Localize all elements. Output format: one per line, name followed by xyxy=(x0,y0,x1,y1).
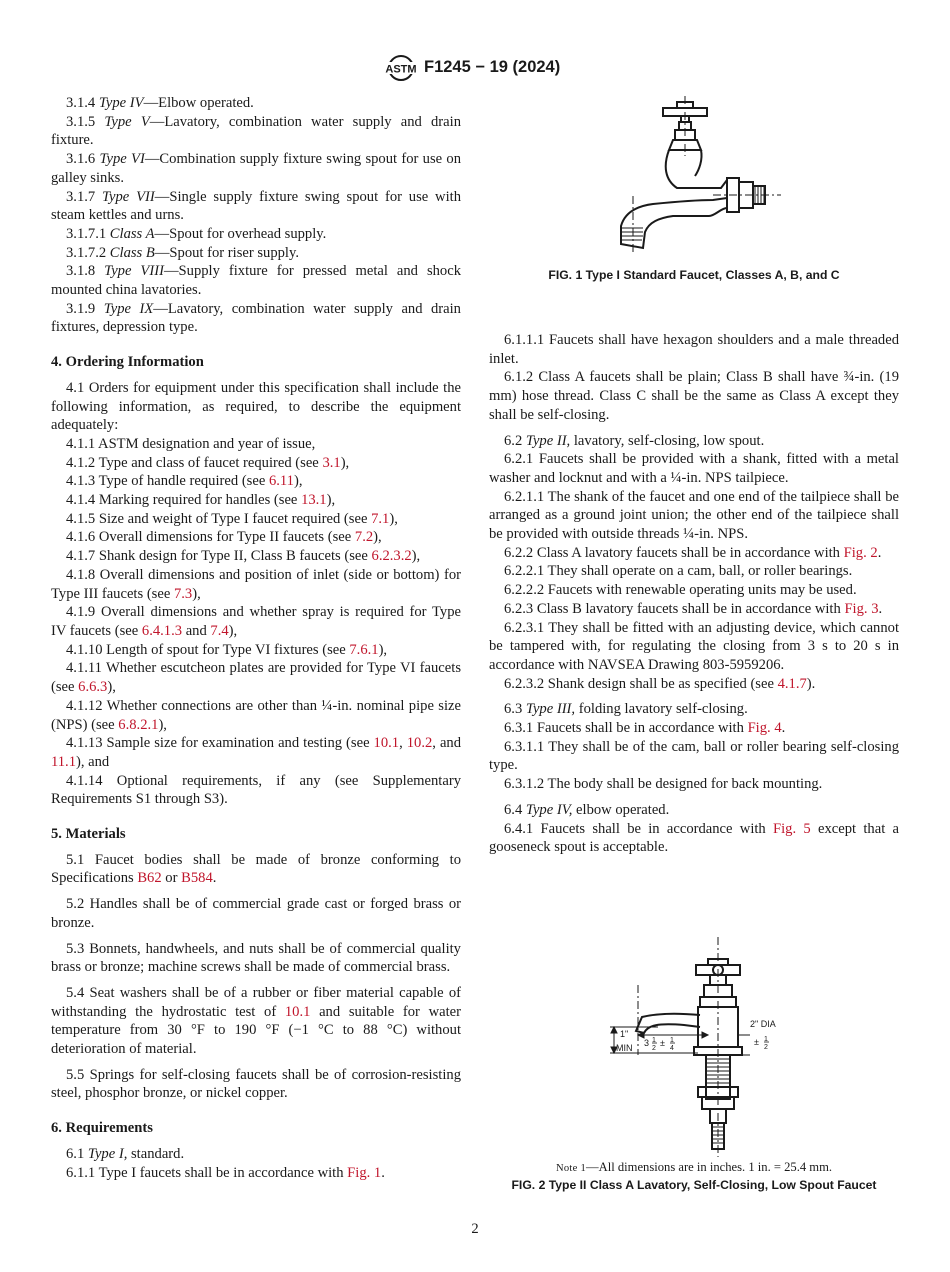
paragraph-number: 4.1.4 xyxy=(66,492,96,509)
paragraph-number: 6.2.3.2 xyxy=(504,675,545,692)
svg-text:4: 4 xyxy=(670,1045,674,1052)
paragraph-number: 4.1.13 xyxy=(66,735,103,752)
fig2-min-label: MIN xyxy=(616,1043,633,1053)
paragraph-text: Faucets with renewable operating units may be used. xyxy=(547,582,857,599)
paragraph-4-1-13 xyxy=(51,734,461,771)
cross-reference-link[interactable]: 7.2 xyxy=(354,529,374,546)
paragraph-number: 5.1 xyxy=(66,851,85,868)
paragraph-3-1-7-1 xyxy=(51,225,461,244)
paragraph-text: —Lavatory, combination water supply and drain fixtures, depression type. xyxy=(51,300,461,336)
paragraph-text: Faucets shall be in accordance with xyxy=(536,720,748,737)
paragraph-6-2-2-1 xyxy=(489,562,899,581)
paragraph-number: 6.2.2.2 xyxy=(504,582,545,599)
paragraph-3-1-8 xyxy=(51,262,461,299)
fig2-min-value: 1" xyxy=(620,1029,629,1039)
paragraph-term: Type IX xyxy=(103,300,154,317)
paragraph-6-2-2-2 xyxy=(489,581,899,600)
paragraph-6-2-3 xyxy=(489,600,899,619)
paragraph-text: . xyxy=(877,544,882,561)
paragraph-number: 6.2.1.1 xyxy=(504,488,545,505)
svg-text:ASTM: ASTM xyxy=(385,63,417,76)
cross-reference-link[interactable]: 6.8.2.1 xyxy=(118,716,159,733)
paragraph-text: Length of spout for Type VI fixtures (see xyxy=(106,641,350,658)
cross-reference-link[interactable]: 6.4.1.3 xyxy=(141,622,183,639)
paragraph-text: Class A lavatory faucets shall be in accordance with xyxy=(536,544,844,561)
paragraph-text: Seat washers shall be of a rubber or fiber material capable of withstanding the hydrostatic test of xyxy=(51,984,461,1020)
paragraph-6-1 xyxy=(51,1145,461,1164)
cross-reference-link[interactable]: 7.6.1 xyxy=(349,641,379,658)
paragraph-6-3-1-1 xyxy=(489,738,899,775)
paragraph-text: —Single supply fixture swing spout for use with steam kettles and urns. xyxy=(51,188,461,224)
svg-text:2: 2 xyxy=(652,1045,656,1052)
cross-reference-link[interactable]: 7.1 xyxy=(371,510,390,527)
cross-reference-link[interactable]: Fig. 3 xyxy=(844,600,879,617)
paragraph-text: ), xyxy=(411,548,421,565)
paragraph-5-3 xyxy=(51,940,461,977)
fig2-caption: FIG. 2 Type II Class A Lavatory, Self-Closing, Low Spout Faucet xyxy=(511,1178,877,1192)
paragraph-number: 6.1.2 xyxy=(504,369,534,386)
paragraph-number: 6.1.1 xyxy=(66,1164,96,1181)
paragraph-number: 5.5 xyxy=(66,1066,85,1083)
fig2-note xyxy=(489,1160,899,1175)
paragraph-text: ), xyxy=(389,510,398,527)
paragraph-text: and xyxy=(182,622,211,639)
paragraph-4-1 xyxy=(51,379,461,435)
paragraph-number: 6.2.3.1 xyxy=(504,619,545,636)
paragraph-5-4 xyxy=(51,984,461,1059)
paragraph-4-1-7 xyxy=(51,547,461,566)
paragraph-number: 4.1.8 xyxy=(66,566,96,583)
section-heading: 4. Ordering Information xyxy=(51,354,204,371)
paragraph-text: —Spout for riser supply. xyxy=(154,244,299,261)
cross-reference-link[interactable]: Fig. 4 xyxy=(747,720,782,737)
fig1-faucet-drawing xyxy=(603,96,783,256)
paragraph-text: ). xyxy=(806,675,816,692)
paragraph-6-4 xyxy=(489,801,899,820)
svg-text:1: 1 xyxy=(652,1037,656,1044)
left-column xyxy=(51,94,461,1182)
fig2-diameter-value: 2" DIA xyxy=(750,1019,776,1029)
paragraph-text: Springs for self-closing faucets shall be of corrosion-resisting steel, phosphor bronze, or nickel copper. xyxy=(51,1066,461,1102)
paragraph-text: standard. xyxy=(127,1145,185,1162)
cross-reference-link[interactable]: 6.11 xyxy=(268,473,294,490)
paragraph-term: Type VI xyxy=(99,151,145,168)
fig2-note-text: —All dimensions are in inches. 1 in. = 25.4 mm. xyxy=(586,1160,833,1174)
paragraph-text: Class A faucets shall be plain; Class B shall have ¾-in. (19 mm) hose thread. Class C shall be the same as Class A except they shall be self-closing. xyxy=(489,369,899,423)
fig2-dim-pm: ± xyxy=(660,1038,665,1048)
cross-reference-link[interactable]: 10.1 xyxy=(373,735,400,752)
paragraph-text: ), xyxy=(228,622,238,639)
paragraph-4-1-10 xyxy=(51,641,461,660)
paragraph-text: Shank design for Type II, Class B faucets (see xyxy=(98,548,372,565)
paragraph-text: ), xyxy=(158,716,167,733)
paragraph-6-2-1 xyxy=(489,450,899,487)
paragraph-number: 4.1.7 xyxy=(66,548,96,565)
paragraph-text: Optional requirements, if any (see Supplementary Requirements S1 through S3). xyxy=(51,772,461,808)
paragraph-number: 4.1.9 xyxy=(66,604,96,621)
paragraph-4-1-12 xyxy=(51,697,461,734)
paragraph-text: Shank design shall be as specified (see xyxy=(547,675,778,692)
paragraph-text: except that a gooseneck spout is acceptable. xyxy=(489,820,900,856)
paragraph-3-1-6 xyxy=(51,150,461,187)
standard-designation: F1245 − 19 (2024) xyxy=(424,58,561,76)
paragraph-number: 4.1.14 xyxy=(66,772,103,789)
paragraph-number: 6.3.1.1 xyxy=(504,738,545,755)
paragraph-6-3-1-2 xyxy=(489,775,899,794)
astm-logo-icon xyxy=(381,52,421,84)
paragraph-number: 3.1.5 xyxy=(66,113,96,130)
paragraph-text: ), xyxy=(340,454,350,471)
cross-reference-link[interactable]: 6.6.3 xyxy=(78,679,108,696)
paragraph-6-2-2 xyxy=(489,544,899,563)
cross-reference-link[interactable]: 13.1 xyxy=(301,492,327,509)
paragraph-text: Size and weight of Type I faucet required (see xyxy=(98,510,372,527)
paragraph-term: Type VIII xyxy=(104,263,164,280)
fig2-faucet-drawing xyxy=(598,935,788,1157)
fig1-caption: FIG. 1 Type I Standard Faucet, Classes A, B, and C xyxy=(548,268,840,282)
cross-reference-link[interactable]: B62 xyxy=(137,870,162,887)
paragraph-text: Marking required for handles (see xyxy=(98,492,302,509)
paragraph-text: Orders for equipment under this specification shall include the following information, as required, to describe the equipment adequately: xyxy=(51,379,461,434)
paragraph-number: 6.2.1 xyxy=(504,451,534,468)
paragraph-3-1-4 xyxy=(51,94,461,113)
paragraph-4-1-1 xyxy=(51,435,461,454)
paragraph-number: 4.1.10 xyxy=(66,641,103,658)
paragraph-text: ASTM designation and year of issue, xyxy=(98,435,316,452)
paragraph-text: They shall operate on a cam, ball, or roller bearings. xyxy=(547,563,853,580)
fig2-note-label: Note 1 xyxy=(555,1163,587,1174)
paragraph-text: folding lavatory self-closing. xyxy=(575,701,748,718)
paragraph-6-2 xyxy=(489,432,899,451)
paragraph-text: , xyxy=(399,735,407,752)
paragraph-text: Whether connections are other than ¼-in. nominal pipe size (NPS) (see xyxy=(51,697,461,733)
paragraph-text: ), xyxy=(326,492,336,509)
paragraph-term: Type IV, xyxy=(525,801,573,818)
cross-reference-link[interactable]: Fig. 1 xyxy=(347,1164,382,1181)
fig2-diameter-pm: ± xyxy=(754,1037,759,1047)
paragraph-text: Whether escutcheon plates are provided for Type VI faucets (see xyxy=(51,660,461,696)
paragraph-text: Faucets shall be provided with a shank, fitted with a metal washer and locknut and with a ¼-in. NPS tailpiece. xyxy=(489,451,899,486)
paragraph-text: —Combination supply fixture swing spout for use on galley sinks. xyxy=(51,151,461,186)
paragraph-number: 4.1.5 xyxy=(66,510,96,527)
paragraph-text: Overall dimensions and whether spray is required for Type IV faucets (see xyxy=(51,604,461,639)
paragraph-text: ), and xyxy=(76,753,110,770)
paragraph-term: Type IV xyxy=(98,95,144,111)
paragraph-number: 6.2 xyxy=(504,432,523,449)
paragraph-term: Class A xyxy=(109,225,155,242)
cross-reference-link[interactable]: 11.1 xyxy=(51,753,76,770)
paragraph-text: Type of handle required (see xyxy=(98,473,269,490)
paragraph-text: —Lavatory, combination water supply and drain fixture. xyxy=(51,113,461,149)
paragraph-4-1-4 xyxy=(51,491,461,510)
cross-reference-link[interactable]: Fig. 5 xyxy=(773,820,811,837)
section-heading: 5. Materials xyxy=(51,826,126,843)
paragraph-number: 6.1.1.1 xyxy=(504,332,545,348)
paragraph-text: Faucets shall be in accordance with xyxy=(540,820,774,837)
cross-reference-link[interactable]: 10.2 xyxy=(406,735,433,752)
paragraph-4-1-6 xyxy=(51,528,461,547)
paragraph-number: 5.3 xyxy=(66,940,85,957)
paragraph-6-4-1 xyxy=(489,820,899,857)
paragraph-number: 6.2.2.1 xyxy=(504,563,545,580)
paragraph-4-1-9 xyxy=(51,603,461,640)
paragraph-number: 5.2 xyxy=(66,896,85,913)
cross-reference-link[interactable]: 10.1 xyxy=(284,1003,311,1020)
paragraph-3-1-9 xyxy=(51,300,461,337)
svg-text:2: 2 xyxy=(764,1044,768,1051)
svg-text:1: 1 xyxy=(764,1036,768,1043)
paragraph-text: and suitable for water temperature from 30 °F to 190 °F (−1 °C to 88 °C) without deterioration of material. xyxy=(51,1003,461,1058)
paragraph-text: They shall be of the cam, ball or roller bearing self-closing type. xyxy=(489,738,899,774)
paragraph-number: 4.1.11 xyxy=(66,660,102,677)
paragraph-text: They shall be fitted with an adjusting device, which cannot be tampered with, for regulating the closing from 3 s to 20 s in accordance with NAVSEA Drawing 803-5959206. xyxy=(489,619,899,673)
section-heading: 6. Requirements xyxy=(51,1120,153,1137)
paragraph-text: or xyxy=(161,870,182,887)
paragraph-term: Type V xyxy=(104,113,150,130)
cross-reference-link[interactable]: Fig. 2 xyxy=(843,544,878,561)
paragraph-text: Bonnets, handwheels, and nuts shall be of commercial quality brass or bronze; machine screws shall be made of commercial brass. xyxy=(51,940,461,976)
paragraph-5-1 xyxy=(51,851,461,888)
page-number: 2 xyxy=(471,1221,479,1237)
cross-reference-link[interactable]: 3.1 xyxy=(322,454,341,471)
paragraph-number: 3.1.7.1 xyxy=(66,225,107,242)
paragraph-text: . xyxy=(212,870,217,887)
paragraph-6-2-3-2 xyxy=(489,675,899,694)
paragraph-number: 6.4.1 xyxy=(504,820,534,837)
paragraph-number: 4.1.1 xyxy=(66,435,96,452)
paragraph-number: 6.1 xyxy=(66,1145,85,1162)
paragraph-text: Overall dimensions for Type II faucets (see xyxy=(98,529,355,546)
paragraph-text: The shank of the faucet and one end of the tailpiece shall be arranged as a ground joint union; the other end of the tailpiece shall be provided with outside threads ¼-in. NPS. xyxy=(489,488,900,543)
paragraph-6-1-1 xyxy=(51,1164,461,1183)
paragraph-number: 3.1.7 xyxy=(66,188,96,205)
paragraph-text: Type I faucets shall be in accordance with xyxy=(98,1164,348,1181)
paragraph-4-1-11 xyxy=(51,659,461,696)
paragraph-4-1-5 xyxy=(51,510,461,529)
paragraph-text: —Supply fixture for pressed metal and shock mounted china lavatories. xyxy=(51,263,461,299)
paragraph-term: Type VII xyxy=(102,188,155,205)
paragraph-term: Class B xyxy=(109,244,155,261)
paragraph-number: 4.1.2 xyxy=(66,454,96,471)
paragraph-5-2 xyxy=(51,895,461,932)
cross-reference-link[interactable]: 4.1.7 xyxy=(777,675,807,692)
paragraph-text: ), xyxy=(293,473,303,490)
paragraph-number: 6.3.1 xyxy=(504,720,534,737)
paragraph-text: The body shall be designed for back mounting. xyxy=(547,776,823,793)
paragraph-text: Handles shall be of commercial grade cast or forged brass or bronze. xyxy=(51,896,462,931)
paragraph-text: . xyxy=(381,1164,385,1181)
paragraph-text: . xyxy=(878,600,883,617)
paragraph-number: 3.1.9 xyxy=(66,300,96,317)
paragraph-number: 4.1.6 xyxy=(66,529,96,546)
paragraph-text: Faucets shall have hexagon shoulders and a male threaded inlet. xyxy=(489,332,899,367)
paragraph-5-5 xyxy=(51,1066,461,1103)
paragraph-4-1-2 xyxy=(51,454,461,473)
fig2-dim-whole: 3 xyxy=(644,1038,650,1048)
paragraph-6-2-1-1 xyxy=(489,488,899,544)
page-header xyxy=(0,52,950,84)
paragraph-number: 3.1.7.2 xyxy=(66,244,107,261)
paragraph-number: 4.1 xyxy=(66,379,85,396)
paragraph-text: Type and class of faucet required (see xyxy=(98,454,323,471)
paragraph-text: ), xyxy=(378,641,388,658)
paragraph-text: Class B lavatory faucets shall be in accordance with xyxy=(536,600,845,617)
paragraph-text: ), xyxy=(107,679,116,696)
paragraph-text: —Spout for overhead supply. xyxy=(154,225,327,242)
paragraph-number: 4.1.12 xyxy=(66,697,103,714)
paragraph-4-1-8 xyxy=(51,566,461,603)
paragraph-3-1-5 xyxy=(51,113,461,150)
paragraph-number: 5.4 xyxy=(66,984,85,1001)
paragraph-3-1-7-2 xyxy=(51,244,461,263)
paragraph-4-1-3 xyxy=(51,472,461,491)
paragraph-text: Sample size for examination and testing (see xyxy=(106,735,374,752)
cross-reference-link[interactable]: 6.2.3.2 xyxy=(371,548,412,565)
paragraph-6-2-3-1 xyxy=(489,619,899,675)
paragraph-number: 3.1.4 xyxy=(66,95,96,111)
paragraph-text: ), xyxy=(373,529,382,546)
paragraph-6-3-1 xyxy=(489,719,899,738)
paragraph-term: Type III, xyxy=(525,701,576,718)
paragraph-text: elbow operated. xyxy=(572,801,670,818)
paragraph-number: 6.2.2 xyxy=(504,544,534,561)
paragraph-text: ), xyxy=(192,585,201,602)
paragraph-text: Overall dimensions and position of inlet (side or bottom) for Type III faucets (see xyxy=(51,566,461,602)
right-column xyxy=(489,331,899,857)
paragraph-3-1-7 xyxy=(51,188,461,225)
cross-reference-link[interactable]: B584 xyxy=(181,870,213,887)
paragraph-number: 6.2.3 xyxy=(504,600,534,617)
paragraph-text: Faucet bodies shall be made of bronze conforming to Specifications xyxy=(51,851,462,887)
paragraph-term: Type I, xyxy=(87,1145,128,1162)
paragraph-text: , and xyxy=(432,735,462,752)
paragraph-4-1-14 xyxy=(51,772,461,809)
paragraph-number: 3.1.6 xyxy=(66,151,96,168)
paragraph-number: 6.3.1.2 xyxy=(504,776,545,793)
paragraph-number: 6.4 xyxy=(504,801,523,818)
paragraph-term: Type II, xyxy=(525,432,571,449)
paragraph-number: 3.1.8 xyxy=(66,263,96,280)
paragraph-6-1-1-1 xyxy=(489,331,899,368)
paragraph-number: 4.1.3 xyxy=(66,473,96,490)
paragraph-text: —Elbow operated. xyxy=(143,95,254,111)
paragraph-text: . xyxy=(781,720,786,737)
paragraph-6-3 xyxy=(489,700,899,719)
cross-reference-link[interactable]: 7.4 xyxy=(210,622,229,639)
paragraph-6-1-2 xyxy=(489,368,899,424)
cross-reference-link[interactable]: 7.3 xyxy=(173,585,193,602)
paragraph-text: lavatory, self-closing, low spout. xyxy=(570,432,765,449)
svg-text:1: 1 xyxy=(670,1037,674,1044)
paragraph-number: 6.3 xyxy=(504,701,523,718)
